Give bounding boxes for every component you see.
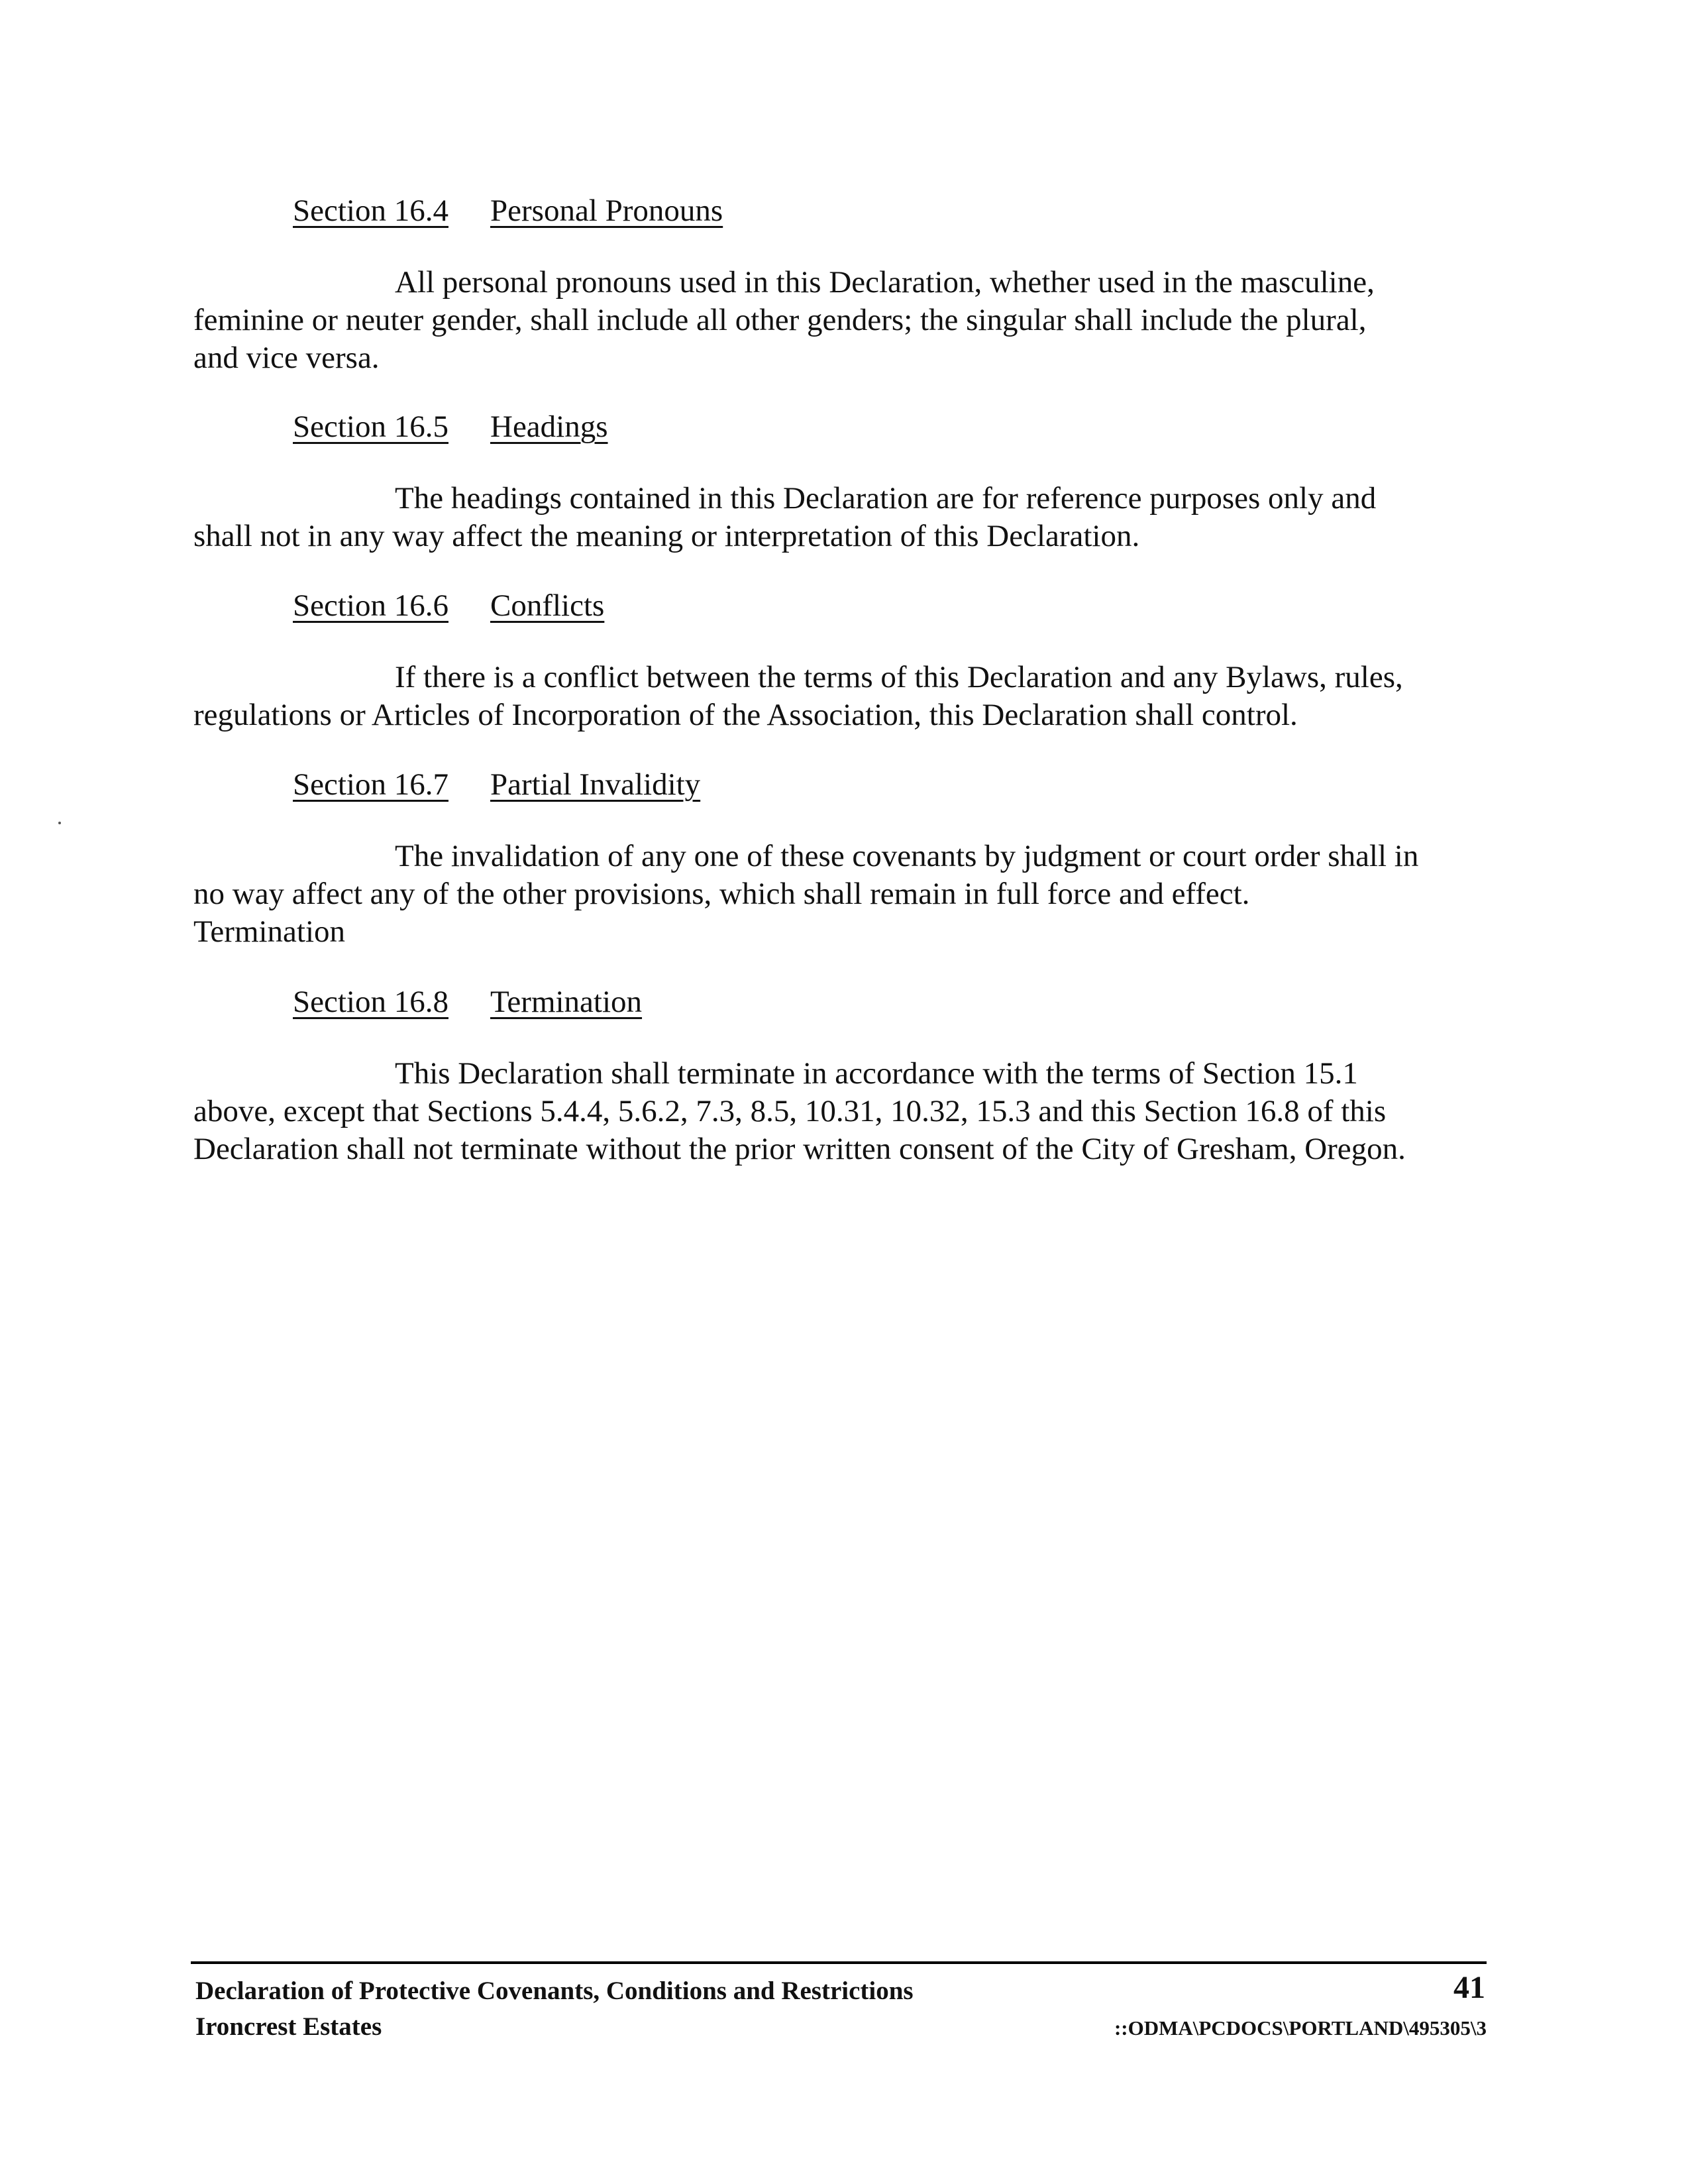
section-number: Section 16.4 [293,193,448,228]
document-id: ::ODMA\PCDOCS\PORTLAND\495305\3 [1114,2016,1487,2040]
paragraph-line: feminine or neuter gender, shall include all other genders; the singular shall include the plural, [193,303,1367,337]
section-heading-16-6 [293,587,605,624]
paragraph-line: Termination [193,914,346,949]
scan-speck [58,822,61,824]
section-paragraph-16-4 [193,264,1482,377]
section-heading-16-8 [293,983,643,1020]
paragraph-line: above, except that Sections 5.4.4, 5.6.2, 7.3, 8.5, 10.31, 10.32, 15.3 and this Section 16.8 of this [193,1094,1387,1128]
section-heading-16-7 [293,766,701,803]
section-heading-16-4 [293,192,723,229]
section-paragraph-16-5 [193,480,1482,555]
section-paragraph-16-7 [193,838,1482,951]
section-heading-16-5 [293,408,608,445]
footer-rule [191,1961,1487,1964]
section-number: Section 16.5 [293,410,448,444]
paragraph-line: Declaration shall not terminate without the prior written consent of the City of Gresham, Oregon. [193,1132,1406,1166]
page-number: 41 [1453,1970,1485,2005]
section-title: Headings [490,410,608,444]
section-title: Personal Pronouns [490,193,723,228]
section-paragraph-16-8 [193,1055,1482,1168]
paragraph-line: All personal pronouns used in this Declaration, whether used in the masculine, [395,265,1375,300]
paragraph-line: and vice versa. [193,341,380,375]
footer-subtitle: Ironcrest Estates [195,2012,382,2041]
paragraph-line: The invalidation of any one of these covenants by judgment or court order shall in [395,839,1419,873]
section-title: Termination [490,985,643,1019]
paragraph-line: shall not in any way affect the meaning or interpretation of this Declaration. [193,519,1140,553]
section-title: Conflicts [490,588,605,623]
paragraph-line: regulations or Articles of Incorporation of the Association, this Declaration shall control. [193,698,1298,732]
section-paragraph-16-6 [193,659,1482,734]
section-number: Section 16.8 [293,985,448,1019]
section-number: Section 16.6 [293,588,448,623]
paragraph-line: no way affect any of the other provisions, which shall remain in full force and effect. [193,877,1250,911]
paragraph-line: The headings contained in this Declaration are for reference purposes only and [395,481,1377,516]
section-title: Partial Invalidity [490,767,701,802]
footer-title: Declaration of Protective Covenants, Conditions and Restrictions [195,1977,914,2005]
paragraph-line: If there is a conflict between the terms of this Declaration and any Bylaws, rules, [395,660,1403,694]
paragraph-line: This Declaration shall terminate in accordance with the terms of Section 15.1 [395,1056,1358,1091]
section-number: Section 16.7 [293,767,448,802]
